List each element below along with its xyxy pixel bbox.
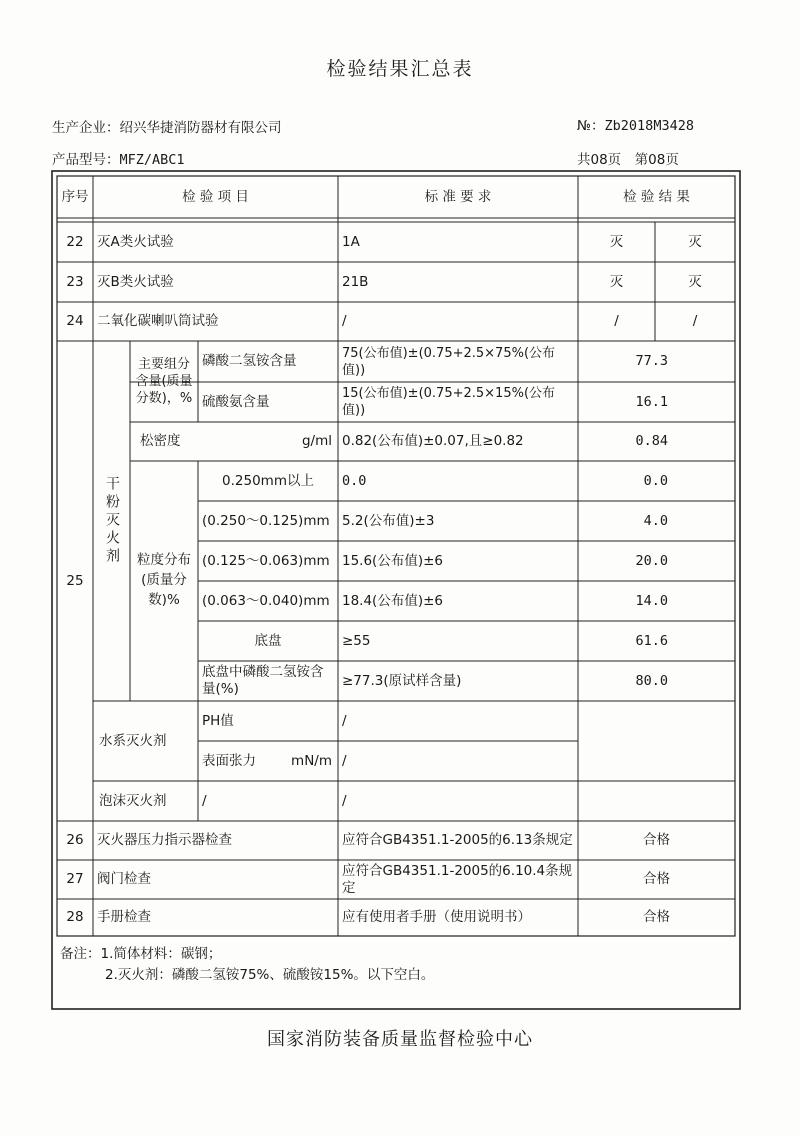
size-row-1-result: 0.0 [643,472,668,489]
phosphate-name: 磷酸二氢铵含量 [202,353,297,369]
row22-item: 灭A类火试验 [97,233,174,250]
size-row-5-result: 61.6 [635,632,668,649]
row28-result: 合格 [643,909,670,925]
size-row-6-result: 80.0 [635,672,668,689]
model-label: 产品型号： [52,152,120,168]
surface-tension-unit: mN/m [291,752,332,769]
row22-no: 22 [66,233,84,250]
size-row-4-requirement: 18.4(公布值)±6 [342,592,443,609]
water-agent-name: 水系灭火剂 [99,732,167,749]
density-name: 松密度 [140,433,181,449]
document-title: 检验结果汇总表 [326,58,474,80]
row23-result-1: 灭 [609,273,624,290]
size-row-3-result: 20.0 [635,552,668,569]
size-row-4-name: (0.063～0.040)mm [202,592,330,609]
note-line-2: 2.灭火剂：磷酸二氢铵75%、硫酸铵15%。以下空白。 [105,967,435,983]
manufacturer-label: 生产企业： [52,120,120,136]
row28-item: 手册检查 [97,909,151,925]
header-result: 检 验 结 果 [623,188,690,205]
size-row-5-requirement: ≥55 [342,632,371,649]
header-item: 检 验 项 目 [182,188,249,205]
row22-requirement: 1A [342,233,360,250]
header-no: 序号 [61,188,89,205]
row23-item: 灭B类火试验 [97,273,174,290]
density-unit: g/ml [301,433,332,449]
row26-no: 26 [66,832,84,848]
particle-size-label: 粒度分布(质量分数)% [137,552,191,608]
row27-item: 阀门检查 [97,871,151,887]
row22-result-1: 灭 [609,233,624,250]
row23-result-2: 灭 [688,273,702,290]
row27-result: 合格 [643,871,670,887]
row24-requirement: / [342,313,347,329]
size-row-2-result: 4.0 [643,512,668,529]
row27-no: 27 [66,871,84,887]
size-row-4-result: 14.0 [635,592,668,609]
row22-result-2: 灭 [688,233,702,250]
issuing-organization: 国家消防装备质量监督检验中心 [267,1029,533,1050]
size-row-2-requirement: 5.2(公布值)±3 [342,512,435,529]
dry-powder-label [93,341,130,701]
surface-tension-name: 表面张力 [202,752,256,769]
page-info: 共08页 第08页 [577,152,679,168]
manufacturer-value: 绍兴华捷消防器材有限公司 [119,120,282,136]
foam-agent-name: 泡沫灭火剂 [99,792,167,809]
row24-item: 二氧化碳喇叭筒试验 [97,313,219,329]
row27-requirement: 应符合GB4351.1-2005的6.10.4条规定 [342,862,573,896]
size-row-1-requirement: 0.0 [342,472,367,489]
size-row-3-name: (0.125～0.063)mm [202,552,330,569]
size-row-5-name: 底盘 [254,632,282,649]
model-value: MFZ/ABC1 [119,152,185,168]
report-number-label: №： [577,118,605,134]
size-row-3-requirement: 15.6(公布值)±6 [342,552,443,569]
note-line-1: 备注：1.简体材料：碳钢； [60,946,222,962]
report-number-value: Zb2018M3428 [604,118,694,134]
sulfate-result: 16.1 [635,393,668,410]
size-row-2-name: (0.250～0.125)mm [202,512,330,529]
surface-tension-requirement: / [342,752,347,769]
density-result: 0.84 [635,433,668,449]
size-row-6-requirement: ≥77.3(原试样含量) [342,672,462,689]
foam-sub: / [202,792,207,809]
foam-requirement: / [342,792,347,809]
ph-name: PH值 [202,712,234,729]
size-row-1-name: 0.250mm以上 [222,472,314,489]
row23-requirement: 21B [342,273,369,290]
row23-no: 23 [66,273,84,290]
dry-powder-text: 干粉灭火剂 [104,476,120,566]
phosphate-requirement: 75(公布值)±(0.75+2.5×75%(公布值)) [342,345,556,378]
sulfate-requirement: 15(公布值)±(0.75+2.5×15%(公布值)) [342,386,556,418]
row26-requirement: 应符合GB4351.1-2005的6.13条规定 [342,832,573,848]
density-requirement: 0.82(公布值)±0.07,且≥0.82 [342,433,524,449]
row28-no: 28 [66,909,84,925]
row24-result-2: / [692,313,698,329]
row24-result-1: / [614,313,619,329]
row26-result: 合格 [643,832,670,848]
size-row-6-name: 底盘中磷酸二氢铵含量(%) [202,664,324,697]
row24-no: 24 [66,313,84,329]
row25-no: 25 [66,572,84,589]
main-component-label: 主要组分含量(质量分数)，% [135,357,193,406]
sulfate-name: 硫酸氨含量 [202,393,270,410]
header-requirement: 标 准 要 求 [424,188,492,205]
ph-requirement: / [342,712,347,729]
row28-requirement: 应有使用者手册（使用说明书） [342,909,531,925]
phosphate-result: 77.3 [635,353,668,369]
row26-item: 灭火器压力指示器检查 [97,832,232,848]
